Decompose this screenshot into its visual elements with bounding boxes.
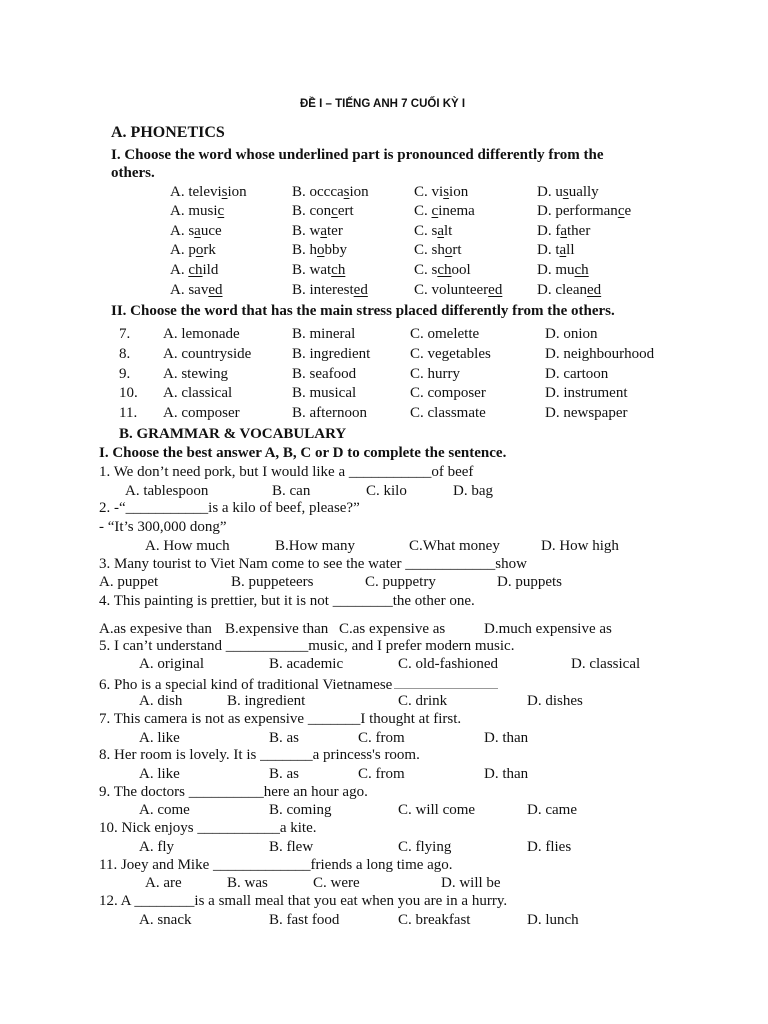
answer-option <box>414 281 502 299</box>
question-text: 11. Joey and Mike _____________friends a long time ago. <box>99 857 453 873</box>
option-text: bby <box>324 242 348 258</box>
answer-option: A. fly <box>139 839 174 855</box>
answer-option: B. academic <box>269 656 344 672</box>
option-text: D. u <box>537 184 563 200</box>
option-text: ert <box>337 203 354 219</box>
underlined-part: ed <box>353 282 368 298</box>
option-text: ter <box>327 223 343 239</box>
answer-option: A. puppet <box>99 574 159 590</box>
answer-option <box>170 202 224 220</box>
option-text: B. h <box>292 242 318 258</box>
answer-option: C. flying <box>398 839 452 855</box>
answer-option <box>414 261 471 279</box>
answer-option: A. snack <box>139 912 192 928</box>
answer-option <box>537 183 599 201</box>
answer-option: B. ingredient <box>227 693 306 709</box>
answer-option: B.expensive than <box>225 621 329 637</box>
answer-option <box>537 281 601 299</box>
question-text: 6. Pho is a special kind of traditional Vietnamese <box>99 674 498 694</box>
option-text: B. w <box>292 223 321 239</box>
answer-option: D. onion <box>545 326 598 342</box>
section-b-heading: B. GRAMMAR & VOCABULARY <box>119 426 347 442</box>
underlined-part: ed <box>208 282 223 298</box>
answer-option: C. vegetables <box>410 346 491 362</box>
answer-option: C.as expensive as <box>339 621 446 637</box>
answer-option: D. flies <box>527 839 572 855</box>
question-text: 2. -“___________is a kilo of beef, please?” <box>99 500 360 516</box>
answer-option <box>414 241 462 259</box>
option-text: A. televi <box>170 184 222 200</box>
answer-option: B. mineral <box>292 326 356 342</box>
answer-option: B. flew <box>269 839 314 855</box>
option-text: D. t <box>537 242 560 258</box>
question-text: 9. The doctors __________here an hour ago. <box>99 784 368 800</box>
underlined-part: ch <box>574 262 589 278</box>
option-text: C. s <box>414 223 438 239</box>
answer-option: A. countryside <box>163 346 252 362</box>
underlined-part: ed <box>586 282 602 298</box>
answer-option: B. as <box>269 730 299 746</box>
option-text: A. sav <box>170 282 209 298</box>
answer-option: B. puppeteers <box>231 574 314 590</box>
option-text: ther <box>567 223 591 239</box>
answer-option <box>170 183 247 201</box>
part-b1-heading: I. Choose the best answer A, B, C or D to complete the sentence. <box>99 445 507 461</box>
underlined-part: a <box>320 223 328 239</box>
question-text: 3. Many tourist to Viet Nam come to see the water ____________show <box>99 556 527 572</box>
option-text: D. f <box>537 223 561 239</box>
answer-option: C. from <box>358 766 405 782</box>
answer-option: A. dish <box>139 693 183 709</box>
section-a-heading: A. PHONETICS <box>111 124 225 141</box>
answer-option <box>170 281 223 299</box>
underlined-part: a <box>559 242 567 258</box>
answer-option: B. seafood <box>292 366 357 382</box>
answer-option <box>292 222 343 240</box>
option-text: ually <box>568 184 599 200</box>
answer-option: C. classmate <box>410 405 486 421</box>
answer-option <box>292 261 345 279</box>
option-text: D. mu <box>537 262 575 278</box>
answer-option <box>292 281 368 299</box>
underlined-part: ed <box>488 282 503 298</box>
answer-option: D. will be <box>441 875 501 891</box>
answer-option: D.much expensive as <box>484 621 612 637</box>
underlined-part: a <box>437 223 445 239</box>
answer-option: A. How much <box>145 538 230 554</box>
option-text: ll <box>566 242 575 258</box>
underlined-part: ch <box>188 262 203 278</box>
underlined-part: s <box>343 184 350 200</box>
answer-option: A. original <box>139 656 204 672</box>
option-text: uce <box>200 223 222 239</box>
question-number: 9. <box>119 366 131 382</box>
question-number: 8. <box>119 346 131 362</box>
option-text: A. musi <box>170 203 218 219</box>
answer-option: C. omelette <box>410 326 480 342</box>
answer-option: A. come <box>139 802 190 818</box>
answer-option <box>414 222 452 240</box>
question-number: 7. <box>119 326 131 342</box>
answer-option: B.How many <box>275 538 355 554</box>
option-text: C. s <box>414 262 438 278</box>
answer-option: B. was <box>227 875 268 891</box>
answer-option: B. fast food <box>269 912 340 928</box>
part-a1-heading-line1: I. Choose the word whose underlined part is pronounced differently from the <box>111 147 604 163</box>
underlined-part: a <box>194 223 201 239</box>
answer-option: D. dishes <box>527 693 583 709</box>
answer-option: C. kilo <box>366 483 407 499</box>
underlined-part: s <box>443 184 450 200</box>
underlined-part: s <box>221 184 228 200</box>
option-text: ool <box>451 262 471 278</box>
answer-option: C. were <box>313 875 360 891</box>
answer-option <box>170 241 216 259</box>
underlined-part: o <box>195 242 204 258</box>
option-text: ion <box>349 184 369 200</box>
option-text: C. vi <box>414 184 444 200</box>
answer-option: D. How high <box>541 538 619 554</box>
answer-option: B. afternoon <box>292 405 367 421</box>
answer-option <box>537 202 631 220</box>
underlined-part: ch <box>437 262 452 278</box>
question-text: 5. I can’t understand ___________music, and I prefer modern music. <box>99 638 515 654</box>
answer-option: D. lunch <box>527 912 579 928</box>
option-text: C. sh <box>414 242 445 258</box>
underlined-part: c <box>331 203 338 219</box>
answer-option: D. came <box>527 802 577 818</box>
answer-option <box>292 183 369 201</box>
question-text: 10. Nick enjoys ___________a kite. <box>99 820 317 836</box>
answer-option: A. like <box>139 730 180 746</box>
part-a2-heading: II. Choose the word that has the main stress placed differently from the others. <box>111 303 615 319</box>
option-text: B. occca <box>292 184 344 200</box>
answer-option: A. tablespoon <box>125 483 209 499</box>
option-text: A. s <box>170 223 195 239</box>
page-title: ĐỀ I – TIẾNG ANH 7 CUỐI KỲ I <box>300 98 466 110</box>
answer-option <box>414 202 475 220</box>
underlined-part: a <box>560 223 567 239</box>
answer-option: D. bag <box>453 483 493 499</box>
option-text: rk <box>203 242 216 258</box>
option-text: B. wat <box>292 262 332 278</box>
answer-option: A. composer <box>163 405 240 421</box>
answer-option: B. can <box>272 483 311 499</box>
question-reply: - “It’s 300,000 dong” <box>99 519 227 535</box>
answer-option: C. breakfast <box>398 912 471 928</box>
underlined-part: c <box>217 203 225 219</box>
answer-option <box>537 222 590 240</box>
option-text: rt <box>452 242 462 258</box>
answer-option <box>537 241 575 259</box>
answer-option: D. neighbourhood <box>545 346 655 362</box>
answer-option <box>292 241 347 259</box>
option-text: e <box>624 203 632 219</box>
answer-option: B. musical <box>292 385 357 401</box>
answer-option: C. will come <box>398 802 476 818</box>
underlined-part: c <box>617 203 625 219</box>
underlined-part: o <box>444 242 453 258</box>
answer-option: B. as <box>269 766 299 782</box>
question-text: 4. This painting is prettier, but it is not ________the other one. <box>99 593 475 609</box>
answer-option: C. from <box>358 730 405 746</box>
option-text: D. clean <box>537 282 587 298</box>
answer-option: A. are <box>145 875 182 891</box>
question-text: 12. A ________is a small meal that you eat when you are in a hurry. <box>99 893 508 909</box>
answer-blank <box>394 674 498 689</box>
answer-option <box>170 261 218 279</box>
answer-option: A. classical <box>163 385 233 401</box>
answer-option: D. than <box>484 766 529 782</box>
question-text: 7. This camera is not as expensive _______I thought at first. <box>99 711 462 727</box>
option-text: B. interest <box>292 282 354 298</box>
underlined-part: ch <box>331 262 346 278</box>
answer-option: C. old-fashioned <box>398 656 498 672</box>
answer-option: C.What money <box>409 538 500 554</box>
underlined-part: c <box>431 203 439 219</box>
answer-option: C. hurry <box>410 366 460 382</box>
question-text: 8. Her room is lovely. It is _______a princess's room. <box>99 747 420 763</box>
answer-option: A. like <box>139 766 180 782</box>
option-text: C. <box>414 203 432 219</box>
underlined-part: o <box>317 242 325 258</box>
answer-option: C. drink <box>398 693 448 709</box>
answer-option: D. puppets <box>497 574 562 590</box>
question-number: 11. <box>119 405 138 421</box>
answer-option <box>537 261 589 279</box>
answer-option: C. composer <box>410 385 486 401</box>
answer-option: B. ingredient <box>292 346 371 362</box>
option-text: B. con <box>292 203 332 219</box>
answer-option: C. puppetry <box>365 574 436 590</box>
underlined-part: s <box>562 184 569 200</box>
answer-option: D. cartoon <box>545 366 609 382</box>
answer-option <box>414 183 468 201</box>
option-text: inema <box>438 203 475 219</box>
option-text: ild <box>202 262 219 278</box>
answer-option: D. newspaper <box>545 405 628 421</box>
option-text: lt <box>444 223 453 239</box>
answer-option <box>170 222 222 240</box>
answer-option: D. classical <box>571 656 641 672</box>
option-text: A. p <box>170 242 196 258</box>
option-text: C. volunteer <box>414 282 489 298</box>
answer-option: D. instrument <box>545 385 628 401</box>
answer-option: A. lemonade <box>163 326 240 342</box>
answer-option: B. coming <box>269 802 332 818</box>
option-text: D. performan <box>537 203 618 219</box>
part-a1-heading-line2: others. <box>111 165 155 181</box>
answer-option <box>292 202 354 220</box>
option-text: ion <box>449 184 469 200</box>
answer-option: D. than <box>484 730 529 746</box>
answer-option: A. stewing <box>163 366 228 382</box>
question-number: 10. <box>119 385 138 401</box>
question-text: 1. We don’t need pork, but I would like a ___________of beef <box>99 464 474 480</box>
option-text: ion <box>227 184 247 200</box>
answer-option: A.as expesive than <box>99 621 212 637</box>
option-text: A. <box>170 262 189 278</box>
